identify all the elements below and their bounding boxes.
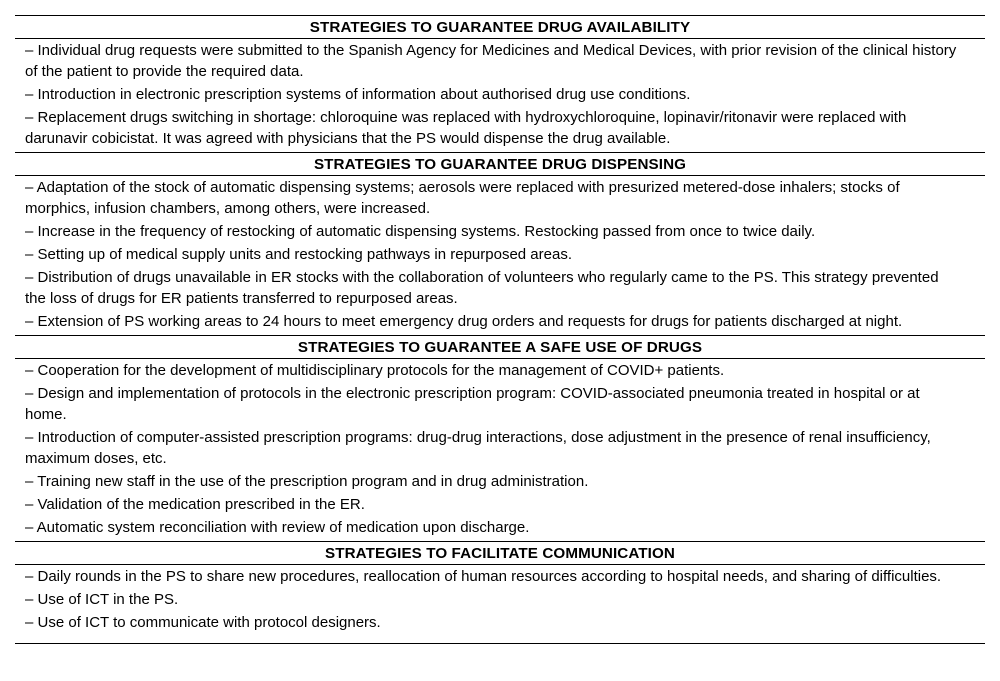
section-safe-use bbox=[15, 336, 985, 542]
section-header: STRATEGIES TO GUARANTEE DRUG DISPENSING bbox=[15, 153, 985, 176]
list-item: – Replacement drugs switching in shortage: chloroquine was replaced with hydroxychloroquine, lopinavir/ritonavir were replaced with darunavir cobicistat. It was agreed with physicians that the PS would dispense the drug available. bbox=[25, 109, 907, 147]
section-body bbox=[15, 39, 985, 153]
list-item: – Extension of PS working areas to 24 hours to meet emergency drug orders and requests for drugs for patients discharged at night. bbox=[25, 313, 903, 330]
list-item: – Individual drug requests were submitted to the Spanish Agency for Medicines and Medical Devices, with prior revision of the clinical history of the patient to provide the required data. bbox=[25, 42, 957, 80]
section-header: STRATEGIES TO GUARANTEE DRUG AVAILABILITY bbox=[15, 16, 985, 39]
strategies-table bbox=[15, 15, 985, 644]
section-drug-dispensing bbox=[15, 153, 985, 336]
list-item: – Training new staff in the use of the prescription program and in drug administration. bbox=[25, 473, 589, 490]
list-item: – Automatic system reconciliation with review of medication upon discharge. bbox=[25, 519, 530, 536]
section-header: STRATEGIES TO FACILITATE COMMUNICATION bbox=[15, 542, 985, 565]
list-item: – Design and implementation of protocols in the electronic prescription program: COVID-associated pneumonia treated in hospital or at home. bbox=[25, 385, 920, 423]
list-item: – Increase in the frequency of restocking of automatic dispensing systems. Restocking passed from once to twice daily. bbox=[25, 223, 816, 240]
list-item: – Adaptation of the stock of automatic dispensing systems; aerosols were replaced with presurized metered-dose inhalers; stocks of morphics, infusion chambers, among others, were increased. bbox=[25, 179, 900, 217]
list-item: – Validation of the medication prescribed in the ER. bbox=[25, 496, 365, 513]
section-header: STRATEGIES TO GUARANTEE A SAFE USE OF DRUGS bbox=[15, 336, 985, 359]
list-item: – Setting up of medical supply units and restocking pathways in repurposed areas. bbox=[25, 246, 572, 263]
section-body bbox=[15, 176, 985, 336]
list-item: – Use of ICT to communicate with protocol designers. bbox=[25, 614, 381, 631]
list-item: – Introduction in electronic prescription systems of information about authorised drug use conditions. bbox=[25, 86, 691, 103]
list-item: – Introduction of computer-assisted prescription programs: drug-drug interactions, dose adjustment in the presence of renal insufficiency, maximum doses, etc. bbox=[25, 429, 931, 467]
list-item: – Cooperation for the development of multidisciplinary protocols for the management of COVID+ patients. bbox=[25, 362, 725, 379]
list-item: – Daily rounds in the PS to share new procedures, reallocation of human resources according to hospital needs, and sharing of difficulties. bbox=[25, 568, 942, 585]
section-body bbox=[15, 565, 985, 643]
list-item: – Use of ICT in the PS. bbox=[25, 591, 179, 608]
section-body bbox=[15, 359, 985, 542]
section-drug-availability bbox=[15, 16, 985, 153]
list-item: – Distribution of drugs unavailable in ER stocks with the collaboration of volunteers who regularly came to the PS. This strategy prevented the loss of drugs for ER patients transferred to repurposed areas. bbox=[25, 269, 939, 307]
section-communication bbox=[15, 542, 985, 643]
